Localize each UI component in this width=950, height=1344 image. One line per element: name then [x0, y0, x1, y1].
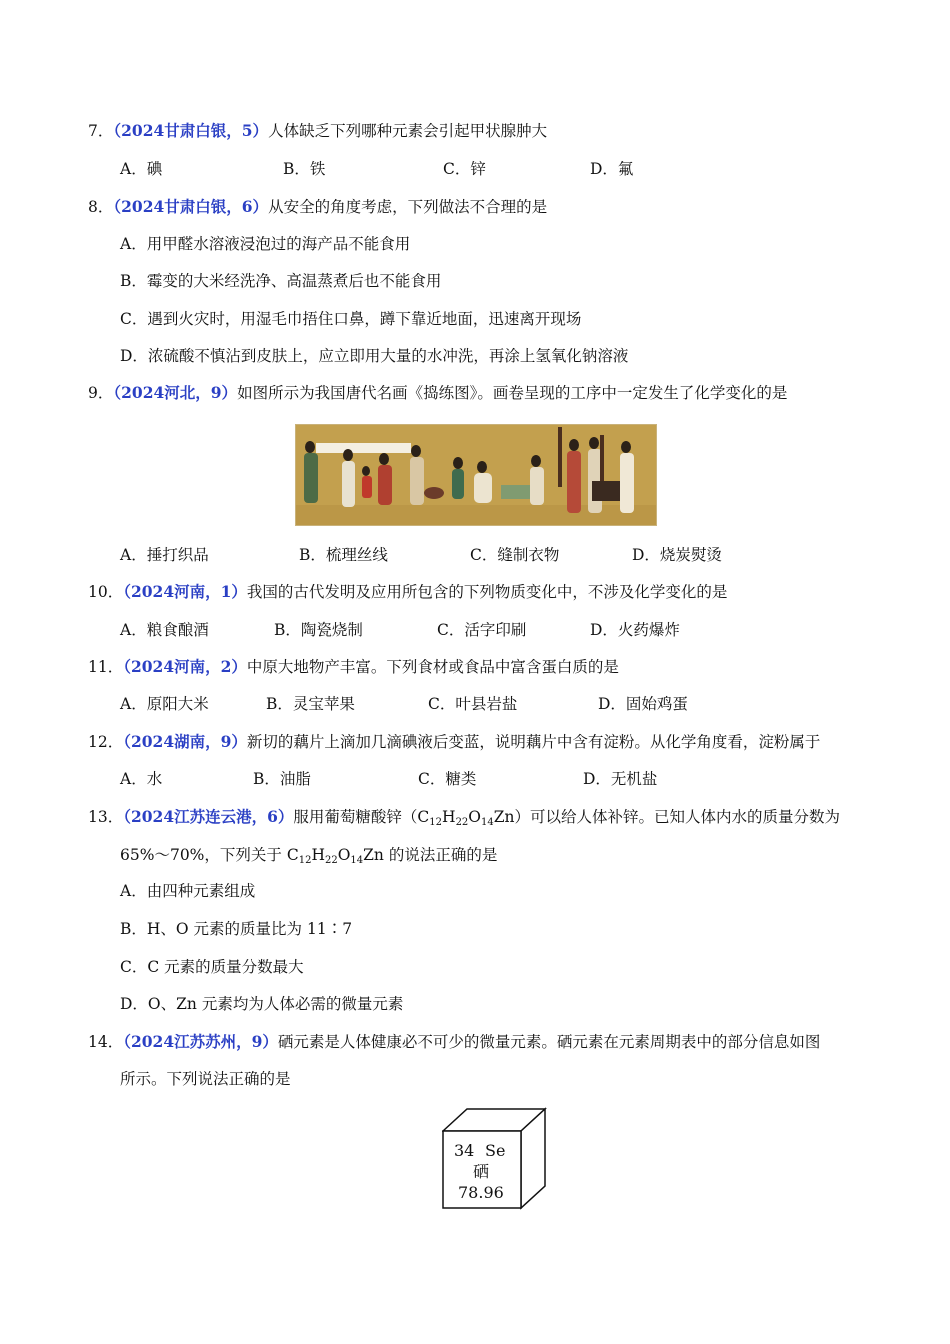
question-source: （2024河北，9）: [113, 383, 238, 402]
question-number: 14．: [88, 1033, 124, 1051]
option-c: C．遇到火灾时，用湿毛巾捂住口鼻，蹲下靠近地面，迅速离开现场: [120, 310, 582, 328]
subscript: 22: [455, 817, 469, 828]
option-d: D．浓硫酸不慎沾到皮肤上，应立即用大量的水冲洗，再涂上氢氧化钠溶液: [120, 347, 629, 365]
subscript: 12: [298, 855, 312, 866]
question-number: 10．: [88, 583, 124, 601]
formula-h: H: [442, 808, 456, 826]
question-11-stem: [88, 657, 619, 677]
subscript: 22: [324, 855, 338, 866]
question-number: 12．: [88, 733, 124, 751]
option-d: D．氟: [590, 160, 634, 178]
question-8-stem: [88, 197, 547, 217]
option-c: C．叶县岩盐: [428, 695, 518, 713]
question-13-stem: [88, 807, 840, 827]
formula-h: H: [311, 846, 325, 864]
question-text: 如图所示为我国唐代名画《捣练图》。画卷呈现的工序中一定发生了化学变化的是: [237, 384, 788, 402]
option-c: C．活字印刷: [437, 621, 527, 639]
question-text: 人体缺乏下列哪种元素会引起甲状腺肿大: [268, 122, 548, 140]
question-14-stem-line2: 所示。下列说法正确的是: [120, 1070, 291, 1088]
option-c: C．C 元素的质量分数最大: [120, 958, 304, 976]
element-cell-figure: [442, 1107, 552, 1215]
option-c: C．锌: [443, 160, 486, 178]
question-source: （2024江苏苏州，9）: [123, 1032, 278, 1051]
option-d: D．无机盐: [583, 770, 658, 788]
painting-image: [295, 424, 657, 526]
option-a: A．原阳大米: [120, 695, 209, 713]
subscript: 14: [350, 855, 364, 866]
option-d: D．O、Zn 元素均为人体必需的微量元素: [120, 995, 404, 1013]
question-number: 13．: [88, 808, 124, 826]
question-12-stem: [88, 732, 820, 752]
option-c: C．缝制衣物: [470, 546, 560, 564]
question-source: （2024河南，2）: [123, 657, 247, 676]
question-text: 从安全的角度考虑，下列做法不合理的是: [268, 198, 548, 216]
element-mass: 78.96: [458, 1183, 504, 1202]
question-14-stem: [88, 1032, 820, 1052]
formula-o: O: [337, 846, 351, 864]
question-source: （2024江苏连云港，6）: [123, 807, 294, 826]
option-d: D．火药爆炸: [590, 621, 680, 639]
subscript: 14: [481, 817, 494, 828]
question-source: （2024湖南，9）: [123, 732, 247, 751]
question-source: （2024甘肃白银，5）: [113, 121, 269, 140]
element-symbol: Se: [485, 1141, 506, 1160]
option-b: B．霉变的大米经洗净、高温蒸煮后也不能食用: [120, 272, 442, 290]
subscript: 12: [429, 817, 443, 828]
question-source: （2024甘肃白银，6）: [113, 197, 269, 216]
question-text-part: Zn）可以给人体补锌。已知人体内水的质量分数为: [493, 808, 841, 826]
option-b: B．梳理丝线: [299, 546, 388, 564]
question-text: 中原大地物产丰富。下列食材或食品中富含蛋白质的是: [246, 658, 619, 676]
question-text-part: Zn 的说法正确的是: [363, 846, 498, 864]
option-a: A．碘: [120, 160, 163, 178]
question-number: 8．: [88, 198, 114, 216]
option-a: A．捶打织品: [120, 546, 209, 564]
question-number: 7．: [88, 122, 114, 140]
formula-o: O: [468, 808, 482, 826]
question-number: 11．: [88, 658, 124, 676]
question-9-stem: [88, 383, 787, 403]
option-a: A．粮食酿酒: [120, 621, 209, 639]
question-text: 硒元素是人体健康必不可少的微量元素。硒元素在元素周期表中的部分信息如图: [277, 1033, 821, 1051]
question-source: （2024河南，1）: [123, 582, 247, 601]
question-text-part: 服用葡萄糖酸锌（C: [293, 808, 430, 826]
question-10-stem: [88, 582, 727, 602]
option-a: A．用甲醛水溶液浸泡过的海产品不能食用: [120, 235, 411, 253]
option-b: B．H、O 元素的质量比为 11∶7: [120, 920, 353, 938]
element-name: 硒: [473, 1162, 490, 1181]
question-number: 9．: [88, 384, 114, 402]
option-a: A．由四种元素组成: [120, 882, 256, 900]
option-b: B．油脂: [253, 770, 311, 788]
question-13-stem-line2: [120, 845, 497, 865]
option-d: D．固始鸡蛋: [598, 695, 688, 713]
element-number: 34: [454, 1141, 475, 1160]
option-b: B．铁: [283, 160, 326, 178]
painting-illustration: [296, 425, 656, 525]
question-text: 新切的藕片上滴加几滴碘液后变蓝，说明藕片中含有淀粉。从化学角度看，淀粉属于: [246, 733, 821, 751]
question-text-part: 65%～70%，下列关于 C: [120, 846, 299, 864]
question-text: 我国的古代发明及应用所包含的下列物质变化中，不涉及化学变化的是: [246, 583, 728, 601]
option-a: A．水: [120, 770, 163, 788]
question-7-stem: [88, 121, 547, 141]
option-d: D．烧炭熨烫: [632, 546, 722, 564]
option-b: B．灵宝苹果: [266, 695, 355, 713]
option-c: C．糖类: [418, 770, 477, 788]
option-b: B．陶瓷烧制: [274, 621, 363, 639]
